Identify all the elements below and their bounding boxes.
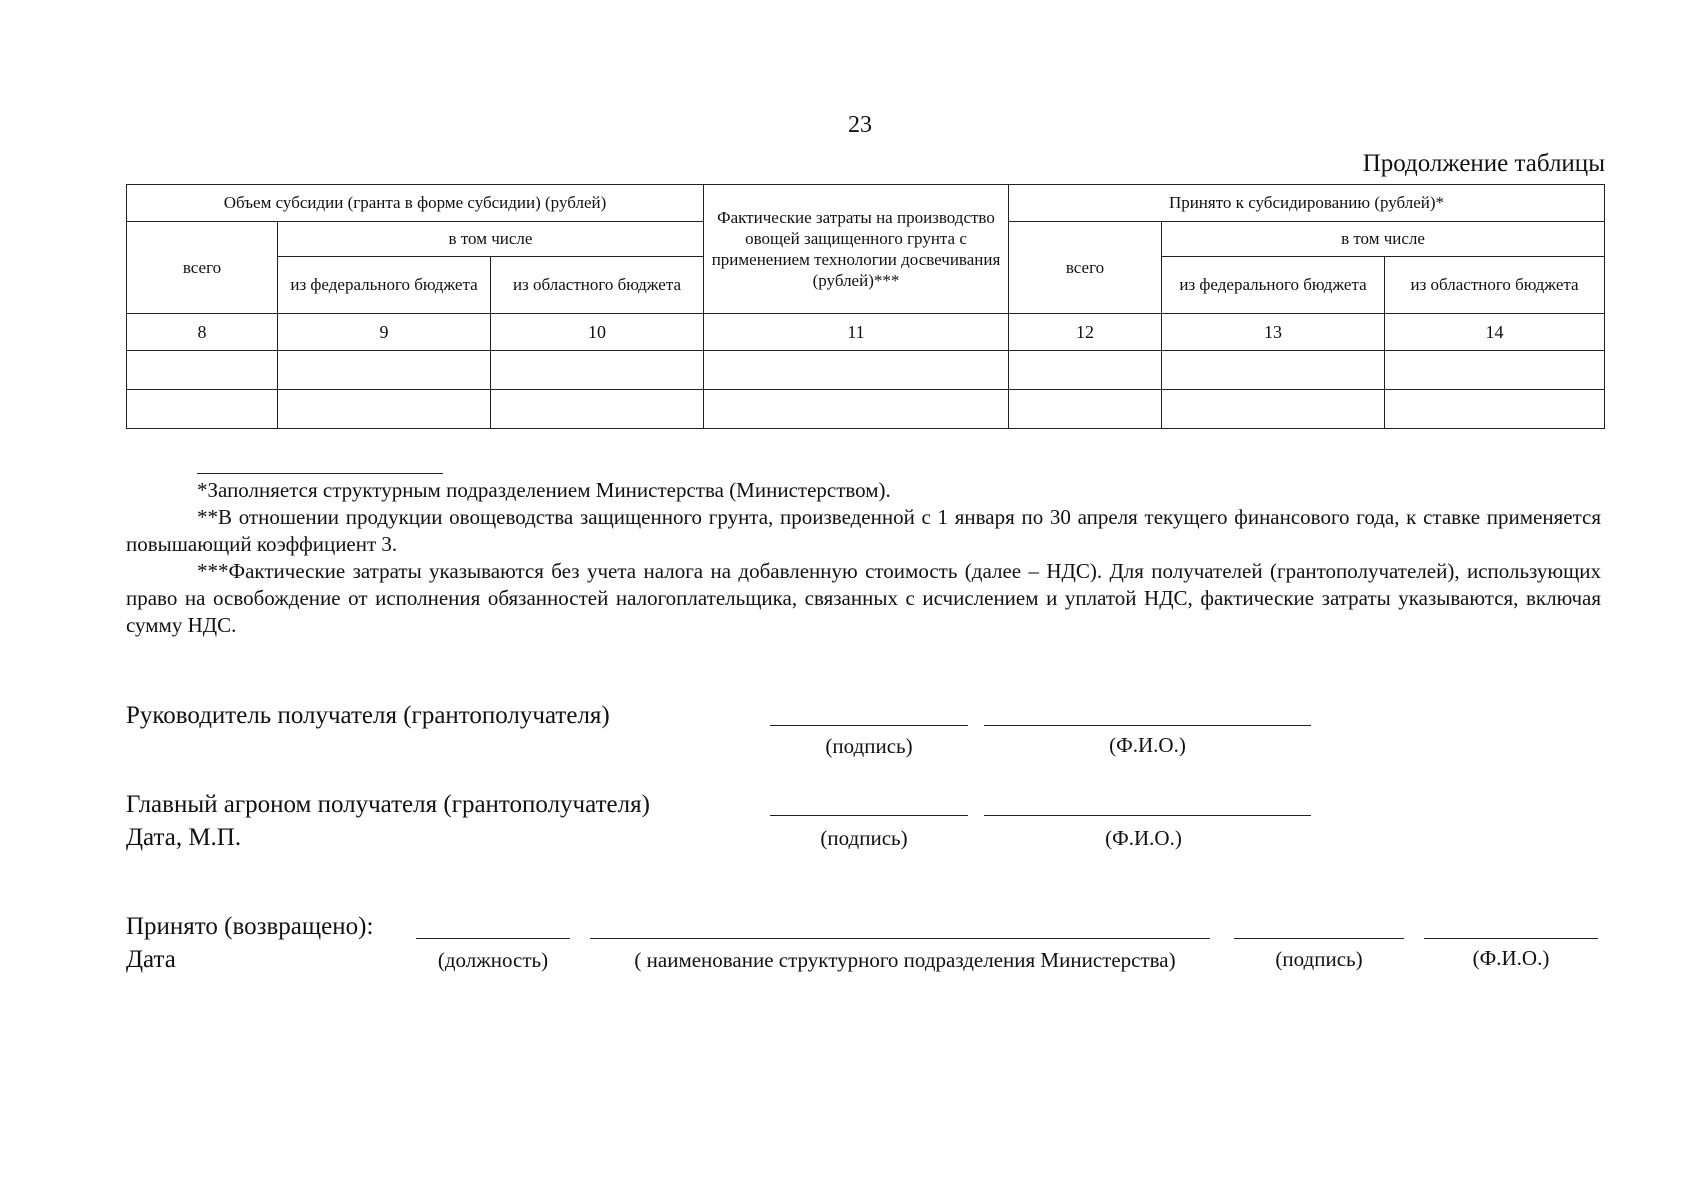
page-number: 23 bbox=[848, 112, 872, 138]
header-subsidy-volume: Объем субсидии (гранта в форме субсидии) (рублей) bbox=[127, 185, 704, 222]
date-label: Дата bbox=[126, 946, 176, 973]
header-including: в том числе bbox=[278, 222, 704, 257]
position-line bbox=[416, 938, 570, 939]
empty-cell bbox=[278, 351, 491, 390]
empty-cell bbox=[278, 390, 491, 429]
department-caption: ( наименование структурного подразделения Министерства) bbox=[634, 948, 1176, 972]
empty-cell bbox=[491, 351, 704, 390]
header-total: всего bbox=[127, 222, 278, 314]
date-stamp-label: Дата, М.П. bbox=[126, 824, 242, 851]
accepted-label: Принято (возвращено): bbox=[126, 913, 374, 940]
empty-cell bbox=[1162, 390, 1385, 429]
empty-cell bbox=[491, 390, 704, 429]
column-number: 14 bbox=[1385, 314, 1605, 351]
accepted-signature-line bbox=[1234, 938, 1404, 939]
footnote-1: *Заполняется структурным подразделением Министерства (Министерством). bbox=[197, 478, 891, 502]
head-name-caption: (Ф.И.О.) bbox=[1109, 733, 1186, 757]
empty-cell bbox=[1009, 390, 1162, 429]
footnote-2: **В отношении продукции овощеводства защищенного грунта, произведенной с 1 января по 30 апреля текущего финансового года, к ставке применяется повышающий коэффициент 3. bbox=[126, 505, 1601, 556]
agronomist-label: Главный агроном получателя (грантополучателя) bbox=[126, 791, 650, 818]
column-number: 9 bbox=[278, 314, 491, 351]
head-signature-line bbox=[770, 725, 968, 726]
header-accepted: Принято к субсидированию (рублей)* bbox=[1009, 185, 1605, 222]
header-accepted-total: всего bbox=[1009, 222, 1162, 314]
head-signature-caption: (подпись) bbox=[825, 734, 913, 758]
empty-cell bbox=[704, 351, 1009, 390]
empty-cell bbox=[127, 390, 278, 429]
header-accepted-including: в том числе bbox=[1162, 222, 1605, 257]
column-number: 13 bbox=[1162, 314, 1385, 351]
column-number: 8 bbox=[127, 314, 278, 351]
agronomist-name-caption: (Ф.И.О.) bbox=[1105, 826, 1182, 850]
header-accepted-federal: из федерального бюджета bbox=[1162, 257, 1385, 314]
table-row bbox=[127, 390, 1605, 429]
empty-cell bbox=[1009, 351, 1162, 390]
empty-cell bbox=[1385, 390, 1605, 429]
continuation-label: Продолжение таблицы bbox=[1362, 150, 1605, 177]
footnote-3: ***Фактические затраты указываются без учета налога на добавленную стоимость (далее – НДС). Для получателей (грантополучателей), использующих право на освобождение от исполнения обязанностей налогоплательщика, связанных с исчислением и уплатой НДС, фактические затраты указываются, включая сумму НДС. bbox=[126, 559, 1601, 637]
footnote-divider bbox=[197, 473, 443, 474]
empty-cell bbox=[1385, 351, 1605, 390]
header-federal: из федерального бюджета bbox=[278, 257, 491, 314]
accepted-name-caption: (Ф.И.О.) bbox=[1472, 946, 1550, 970]
agronomist-signature-line bbox=[770, 815, 968, 816]
header-actual-costs: Фактические затраты на производство овощей защищенного грунта с применением технологии досвечивания (рублей)*** bbox=[704, 185, 1009, 314]
column-number: 12 bbox=[1009, 314, 1162, 351]
agronomist-signature-caption: (подпись) bbox=[820, 826, 908, 850]
agronomist-name-line bbox=[984, 815, 1311, 816]
empty-cell bbox=[127, 351, 278, 390]
table-row bbox=[127, 351, 1605, 390]
head-name-line bbox=[984, 725, 1311, 726]
column-number: 10 bbox=[491, 314, 704, 351]
footnotes bbox=[126, 477, 1601, 639]
subsidy-table bbox=[126, 184, 1605, 429]
header-regional: из областного бюджета bbox=[491, 257, 704, 314]
empty-cell bbox=[1162, 351, 1385, 390]
position-caption: (должность) bbox=[437, 948, 549, 972]
header-accepted-regional: из областного бюджета bbox=[1385, 257, 1605, 314]
accepted-name-line bbox=[1424, 938, 1598, 939]
empty-cell bbox=[704, 390, 1009, 429]
head-label: Руководитель получателя (грантополучателя) bbox=[126, 702, 610, 729]
column-number: 11 bbox=[704, 314, 1009, 351]
department-line bbox=[590, 938, 1210, 939]
accepted-signature-caption: (подпись) bbox=[1275, 947, 1363, 971]
